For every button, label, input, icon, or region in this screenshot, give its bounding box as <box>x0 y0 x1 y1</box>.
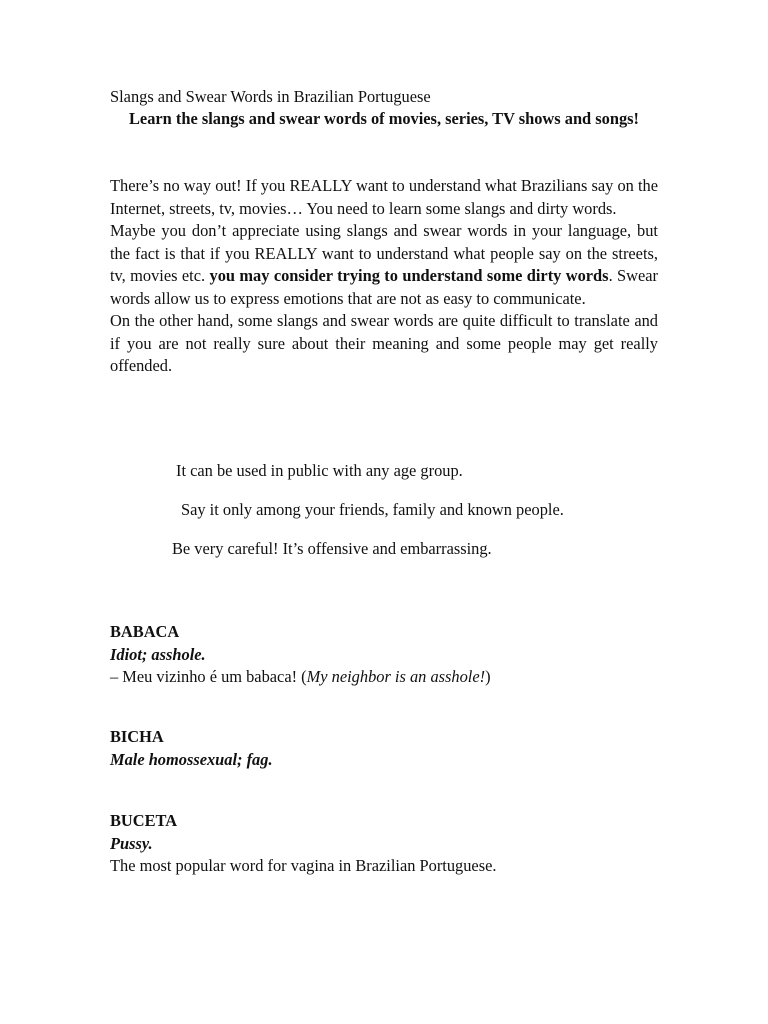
document-title: Slangs and Swear Words in Brazilian Portuguese <box>110 87 431 106</box>
entry-babaca <box>110 621 658 689</box>
intro-section <box>110 175 658 378</box>
entry-bicha <box>110 726 658 771</box>
intro-paragraph-1: There’s no way out! If you REALLY want to understand what Brazilians say on the Internet, streets, tv, movies… You need to learn some slangs and dirty words. <box>110 176 658 218</box>
intro-paragraph-3: On the other hand, some slangs and swear words are quite difficult to translate and if you are not really sure about their meaning and some people may get really offended. <box>110 311 658 375</box>
legend-item-public: It can be used in public with any age group. <box>176 461 463 480</box>
entry-meaning: Idiot; asshole. <box>110 644 206 664</box>
entry-example-suffix: ) <box>485 667 491 686</box>
entry-meaning: Pussy. <box>110 833 153 853</box>
entry-note: The most popular word for vagina in Brazilian Portuguese. <box>110 856 497 875</box>
intro-paragraph-2-end: . Swear words allow us to express emotions that are not as easy to communicate. <box>110 266 659 308</box>
intro-paragraph-2-start: Maybe you don’t appreciate using slangs and swear words in your language, but the fact is that if you REALLY want to understand what people say on the streets, tv, movies etc. <box>110 221 658 285</box>
document-page <box>110 0 658 1024</box>
entry-term: BICHA <box>110 727 164 746</box>
entry-meaning: Male homossexual; fag. <box>110 749 273 769</box>
entry-buceta <box>110 810 658 878</box>
legend-item-offensive: Be very careful! It’s offensive and embarrassing. <box>172 539 492 558</box>
entry-term: BABACA <box>110 622 180 641</box>
intro-paragraph-2-bold: you may consider trying to understand some dirty words <box>209 266 609 285</box>
entry-example-translation: My neighbor is an asshole! <box>306 667 486 686</box>
entry-example-prefix: – Meu vizinho é um babaca! ( <box>110 667 307 686</box>
entry-example <box>110 666 658 689</box>
intro-paragraph-2 <box>110 220 658 310</box>
document-subtitle: Learn the slangs and swear words of movies, series, TV shows and songs! <box>129 109 639 128</box>
legend-item-friends: Say it only among your friends, family and known people. <box>181 500 564 519</box>
entry-term: BUCETA <box>110 811 178 830</box>
